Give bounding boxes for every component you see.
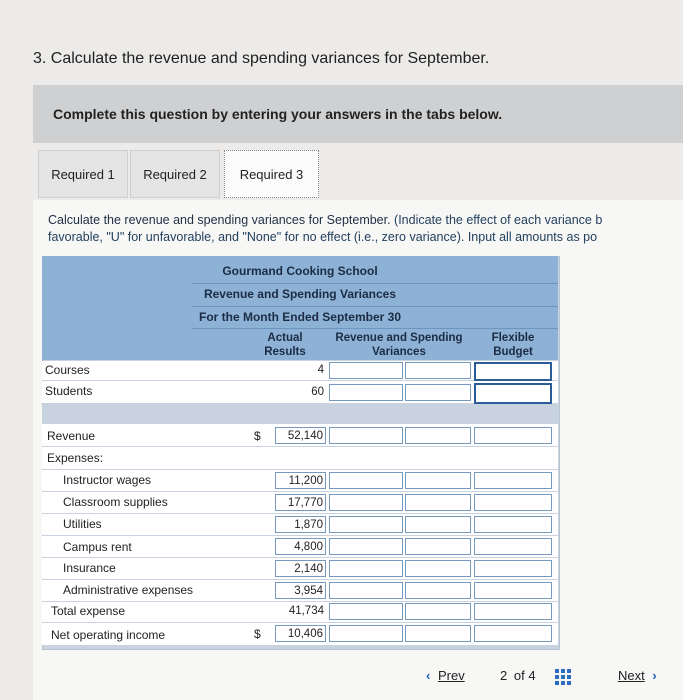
instruction-banner — [33, 85, 683, 143]
chevron-right-icon: › — [652, 668, 657, 683]
banner-text: Complete this question by entering your answers in the tabs below. — [53, 106, 503, 122]
net-operating-income-actual: 10,406 — [275, 625, 326, 642]
instructions-lead: Calculate the revenue and spending variances for September. — [48, 213, 391, 227]
col-flexible-budget: Flexible Budget — [491, 332, 535, 358]
row-label-courses: Courses — [45, 363, 90, 377]
students-variance-input[interactable] — [329, 384, 403, 401]
instructor-wages-flexible-input[interactable] — [474, 472, 552, 489]
row-label-revenue: Revenue — [47, 429, 96, 443]
students-flexible-input[interactable] — [474, 383, 552, 404]
instructor-wages-fu-select[interactable] — [405, 472, 471, 489]
courses-flexible-input[interactable] — [474, 362, 552, 381]
grid-icon[interactable] — [555, 669, 571, 685]
total-expense-actual: 41,734 — [288, 605, 324, 617]
tab-required-2[interactable]: Required 2 — [130, 150, 220, 198]
classroom-supplies-variance-input[interactable] — [329, 494, 403, 511]
net-income-variance-input[interactable] — [329, 625, 403, 642]
row-label-classroom-supplies: Classroom supplies — [63, 495, 168, 509]
classroom-supplies-actual: 17,770 — [275, 494, 326, 511]
revenue-variance-input[interactable] — [329, 427, 403, 444]
students-fu-select[interactable] — [405, 384, 471, 401]
revenue-flexible-input[interactable] — [474, 427, 552, 444]
prev-button[interactable]: ‹ Prev — [426, 668, 465, 683]
insurance-fu-select[interactable] — [405, 560, 471, 577]
total-expense-fu-select[interactable] — [405, 603, 471, 620]
total-expense-flexible-input[interactable] — [474, 603, 552, 620]
courses-fu-select[interactable] — [405, 362, 471, 379]
courses-actual: 4 — [317, 364, 324, 376]
net-income-flexible-input[interactable] — [474, 625, 552, 642]
row-label-administrative-expenses: Administrative expenses — [63, 583, 194, 597]
row-label-utilities: Utilities — [63, 517, 102, 531]
campus-rent-flexible-input[interactable] — [474, 538, 552, 555]
table-period: For the Month Ended September 30 — [198, 310, 402, 324]
campus-rent-variance-input[interactable] — [329, 538, 403, 555]
net-income-fu-select[interactable] — [405, 625, 471, 642]
row-label-instructor-wages: Instructor wages — [63, 473, 152, 487]
utilities-flexible-input[interactable] — [474, 516, 552, 533]
tab-required-3[interactable]: Required 3 — [224, 150, 319, 198]
table-row — [42, 447, 558, 469]
instructions — [48, 212, 683, 248]
page-indicator: 2 of 4 — [500, 668, 536, 683]
administrative-expenses-flexible-input[interactable] — [474, 582, 552, 599]
insurance-variance-input[interactable] — [329, 560, 403, 577]
revenue-dollar: $ — [254, 429, 261, 443]
utilities-fu-select[interactable] — [405, 516, 471, 533]
instructions-line2: favorable, "U" for unfavorable, and "None" for no effect (i.e., zero variance). Input all amounts as po — [48, 230, 598, 244]
instructions-note: (Indicate the effect of each variance b — [390, 213, 603, 227]
next-button[interactable]: Next › — [618, 668, 657, 683]
campus-rent-fu-select[interactable] — [405, 538, 471, 555]
administrative-expenses-fu-select[interactable] — [405, 582, 471, 599]
total-expense-variance-input[interactable] — [329, 603, 403, 620]
revenue-actual: 52,140 — [275, 427, 326, 444]
col-variances: Revenue and Spending Variances — [335, 332, 463, 358]
instructor-wages-actual: 11,200 — [275, 472, 326, 489]
campus-rent-actual: 4,800 — [275, 538, 326, 555]
administrative-expenses-actual: 3,954 — [275, 582, 326, 599]
row-label-campus-rent: Campus rent — [63, 540, 132, 554]
row-label-expenses: Expenses: — [47, 451, 104, 465]
instructor-wages-variance-input[interactable] — [329, 472, 403, 489]
chevron-left-icon: ‹ — [426, 668, 431, 683]
administrative-expenses-variance-input[interactable] — [329, 582, 403, 599]
tab-required-1[interactable]: Required 1 — [38, 150, 128, 198]
table-header — [42, 256, 558, 360]
row-label-insurance: Insurance — [63, 561, 116, 575]
col-actual-results: Actual Results — [264, 332, 306, 358]
insurance-actual: 2,140 — [275, 560, 326, 577]
utilities-variance-input[interactable] — [329, 516, 403, 533]
row-label-total-expense: Total expense — [51, 604, 126, 618]
utilities-actual: 1,870 — [275, 516, 326, 533]
net-income-dollar: $ — [254, 627, 261, 641]
table-title: Gourmand Cooking School — [222, 264, 378, 278]
insurance-flexible-input[interactable] — [474, 560, 552, 577]
question-title: 3. Calculate the revenue and spending variances for September. — [33, 50, 490, 67]
spacer-row — [42, 405, 558, 423]
revenue-fu-select[interactable] — [405, 427, 471, 444]
row-label-students: Students — [45, 384, 93, 398]
row-label-net-operating-income: Net operating income — [51, 628, 166, 642]
students-actual: 60 — [311, 386, 324, 398]
classroom-supplies-fu-select[interactable] — [405, 494, 471, 511]
table-subtitle: Revenue and Spending Variances — [203, 287, 397, 301]
classroom-supplies-flexible-input[interactable] — [474, 494, 552, 511]
courses-variance-input[interactable] — [329, 362, 403, 379]
